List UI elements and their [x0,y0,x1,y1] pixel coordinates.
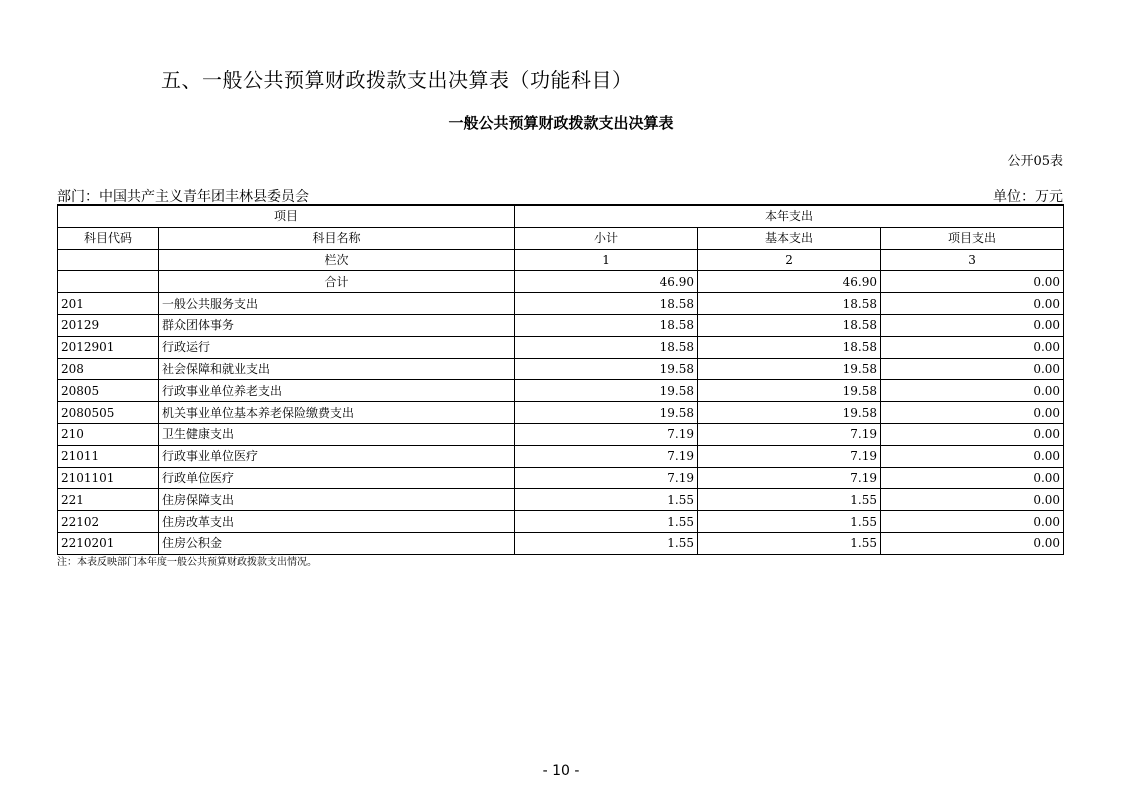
row-basic: 19.58 [698,380,881,402]
row-code: 20805 [58,380,159,402]
row-subtotal: 19.58 [515,358,698,380]
row-name: 行政单位医疗 [159,467,515,489]
table-row [58,467,1064,489]
row-code: 208 [58,358,159,380]
table-row [58,293,1064,315]
total-basic: 46.90 [698,271,881,293]
header-col-3: 3 [881,249,1064,271]
row-name: 群众团体事务 [159,314,515,336]
table-row [58,445,1064,467]
total-subtotal: 46.90 [515,271,698,293]
unit-label: 单位：万元 [993,189,1063,205]
row-basic: 1.55 [698,511,881,533]
row-project: 0.00 [881,402,1064,424]
row-name: 社会保障和就业支出 [159,358,515,380]
table-body [58,205,1064,554]
row-project: 0.00 [881,467,1064,489]
row-project: 0.00 [881,532,1064,554]
row-basic: 1.55 [698,532,881,554]
header-row-3 [58,249,1064,271]
row-subtotal: 1.55 [515,511,698,533]
header-subject-name: 科目名称 [159,227,515,249]
row-name: 一般公共服务支出 [159,293,515,315]
row-subtotal: 7.19 [515,445,698,467]
row-subtotal: 19.58 [515,402,698,424]
row-name: 住房改革支出 [159,511,515,533]
table-row [58,336,1064,358]
table-title: 一般公共预算财政拨款支出决算表 [448,114,674,132]
header-column-index: 栏次 [159,249,515,271]
row-subtotal: 7.19 [515,467,698,489]
expense-table [57,204,1064,555]
row-basic: 19.58 [698,358,881,380]
row-code: 210 [58,423,159,445]
table-row [58,423,1064,445]
table-row [58,532,1064,554]
row-name: 卫生健康支出 [159,423,515,445]
total-project: 0.00 [881,271,1064,293]
table-row [58,358,1064,380]
row-subtotal: 1.55 [515,489,698,511]
row-basic: 18.58 [698,293,881,315]
row-subtotal: 18.58 [515,336,698,358]
total-blank-cell [58,271,159,293]
row-name: 行政事业单位医疗 [159,445,515,467]
header-project: 项目 [58,205,515,227]
row-code: 21011 [58,445,159,467]
department-label: 部门：中国共产主义青年团丰林县委员会 [57,189,309,205]
row-project: 0.00 [881,423,1064,445]
header-row-1 [58,205,1064,227]
row-name: 住房保障支出 [159,489,515,511]
header-col-2: 2 [698,249,881,271]
table-note: 注：本表反映部门本年度一般公共预算财政拨款支出情况。 [57,557,317,568]
total-label: 合计 [159,271,515,293]
row-basic: 18.58 [698,336,881,358]
table-row [58,402,1064,424]
row-project: 0.00 [881,489,1064,511]
row-code: 22102 [58,511,159,533]
row-code: 2210201 [58,532,159,554]
row-subtotal: 18.58 [515,293,698,315]
row-basic: 1.55 [698,489,881,511]
row-project: 0.00 [881,293,1064,315]
row-code: 2012901 [58,336,159,358]
table-row [58,380,1064,402]
row-project: 0.00 [881,336,1064,358]
row-project: 0.00 [881,358,1064,380]
section-title: 五、一般公共预算财政拨款支出决算表（功能科目） [161,68,633,92]
row-name: 行政运行 [159,336,515,358]
table-row [58,314,1064,336]
row-project: 0.00 [881,314,1064,336]
header-blank-cell [58,249,159,271]
header-basic-expense: 基本支出 [698,227,881,249]
row-project: 0.00 [881,511,1064,533]
form-code: 公开05表 [1007,154,1063,169]
row-code: 221 [58,489,159,511]
row-project: 0.00 [881,380,1064,402]
row-name: 住房公积金 [159,532,515,554]
page-number: - 10 - [542,763,580,779]
row-project: 0.00 [881,445,1064,467]
row-subtotal: 18.58 [515,314,698,336]
header-current-year-expense: 本年支出 [515,205,1064,227]
table-row [58,489,1064,511]
header-project-expense: 项目支出 [881,227,1064,249]
row-basic: 19.58 [698,402,881,424]
header-row-2 [58,227,1064,249]
row-subtotal: 19.58 [515,380,698,402]
row-code: 20129 [58,314,159,336]
row-basic: 7.19 [698,467,881,489]
row-name: 行政事业单位养老支出 [159,380,515,402]
row-subtotal: 1.55 [515,532,698,554]
row-code: 2101101 [58,467,159,489]
table-row [58,511,1064,533]
row-code: 2080505 [58,402,159,424]
row-code: 201 [58,293,159,315]
row-basic: 7.19 [698,423,881,445]
total-row [58,271,1064,293]
header-subject-code: 科目代码 [58,227,159,249]
row-name: 机关事业单位基本养老保险缴费支出 [159,402,515,424]
header-col-1: 1 [515,249,698,271]
header-subtotal: 小计 [515,227,698,249]
row-basic: 7.19 [698,445,881,467]
row-subtotal: 7.19 [515,423,698,445]
row-basic: 18.58 [698,314,881,336]
